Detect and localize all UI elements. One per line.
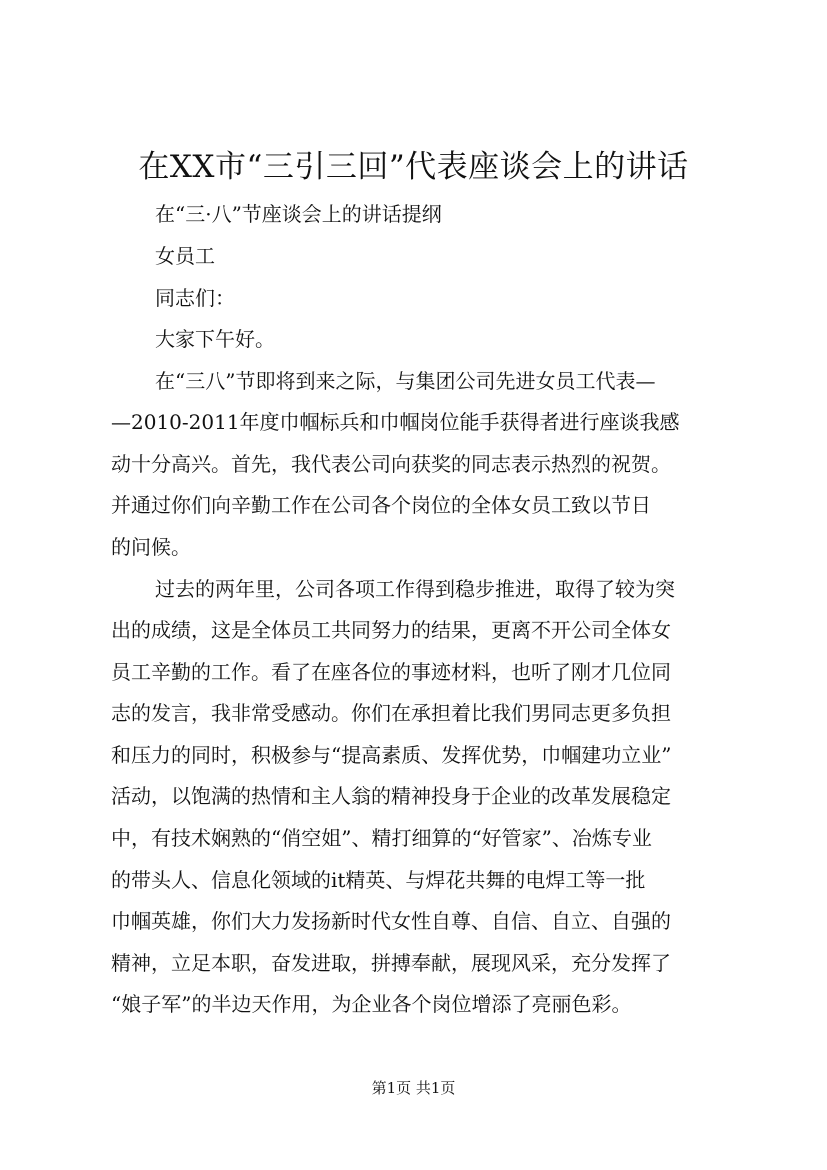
body-line: 精神，立足本职，奋发进取，拼搏奉献，展现风采，充分发挥了	[111, 951, 671, 975]
body-line: 的问候。	[111, 535, 191, 559]
body-line: 动十分高兴。首先，我代表公司向获奖的同志表示热烈的祝贺。	[111, 452, 671, 476]
salutation-line: 同志们：	[155, 286, 235, 310]
body-line: 活动，以饱满的热情和主人翁的精神投身于企业的改革发展稳定	[111, 784, 671, 808]
body-line: 的带头人、信息化领域的it精英、与焊花共舞的电焊工等一批	[111, 868, 646, 892]
body-line: 员工辛勤的工作。看了在座各位的事迹材料，也听了刚才几位同	[111, 660, 671, 684]
body-line: 中，有技术娴熟的“俏空姐”、精打细算的“好管家”、冶炼专业	[111, 826, 652, 850]
subtitle-line: 在“三·八”节座谈会上的讲话提纲	[155, 202, 442, 226]
body-line: “娘子军”的半边天作用，为企业各个岗位增添了亮丽色彩。	[111, 992, 632, 1016]
body-line: 志的发言，我非常受感动。你们在承担着比我们男同志更多负担	[111, 701, 671, 725]
document-title: 在XX市“三引三回”代表座谈会上的讲话	[138, 149, 689, 185]
body-line: —2010-2011年度巾帼标兵和巾帼岗位能手获得者进行座谈我感	[111, 410, 680, 434]
body-line: 并通过你们向辛勤工作在公司各个岗位的全体女员工致以节日	[111, 493, 651, 517]
body-line: 出的成绩，这是全体员工共同努力的结果，更离不开公司全体女	[111, 618, 671, 642]
body-line: 女员工	[155, 244, 215, 268]
body-line: 巾帼英雄，你们大力发扬新时代女性自尊、自信、自立、自强的	[111, 909, 671, 933]
body-line: 在“三八”节即将到来之际，与集团公司先进女员工代表—	[155, 369, 656, 393]
page-number-footer: 第1页 共1页	[371, 1079, 456, 1097]
body-line: 和压力的同时，积极参与“提高素质、发挥优势，巾帼建功立业”	[111, 743, 672, 767]
greeting-line: 大家下午好。	[155, 327, 275, 351]
body-line: 过去的两年里，公司各项工作得到稳步推进，取得了较为突	[155, 577, 675, 601]
